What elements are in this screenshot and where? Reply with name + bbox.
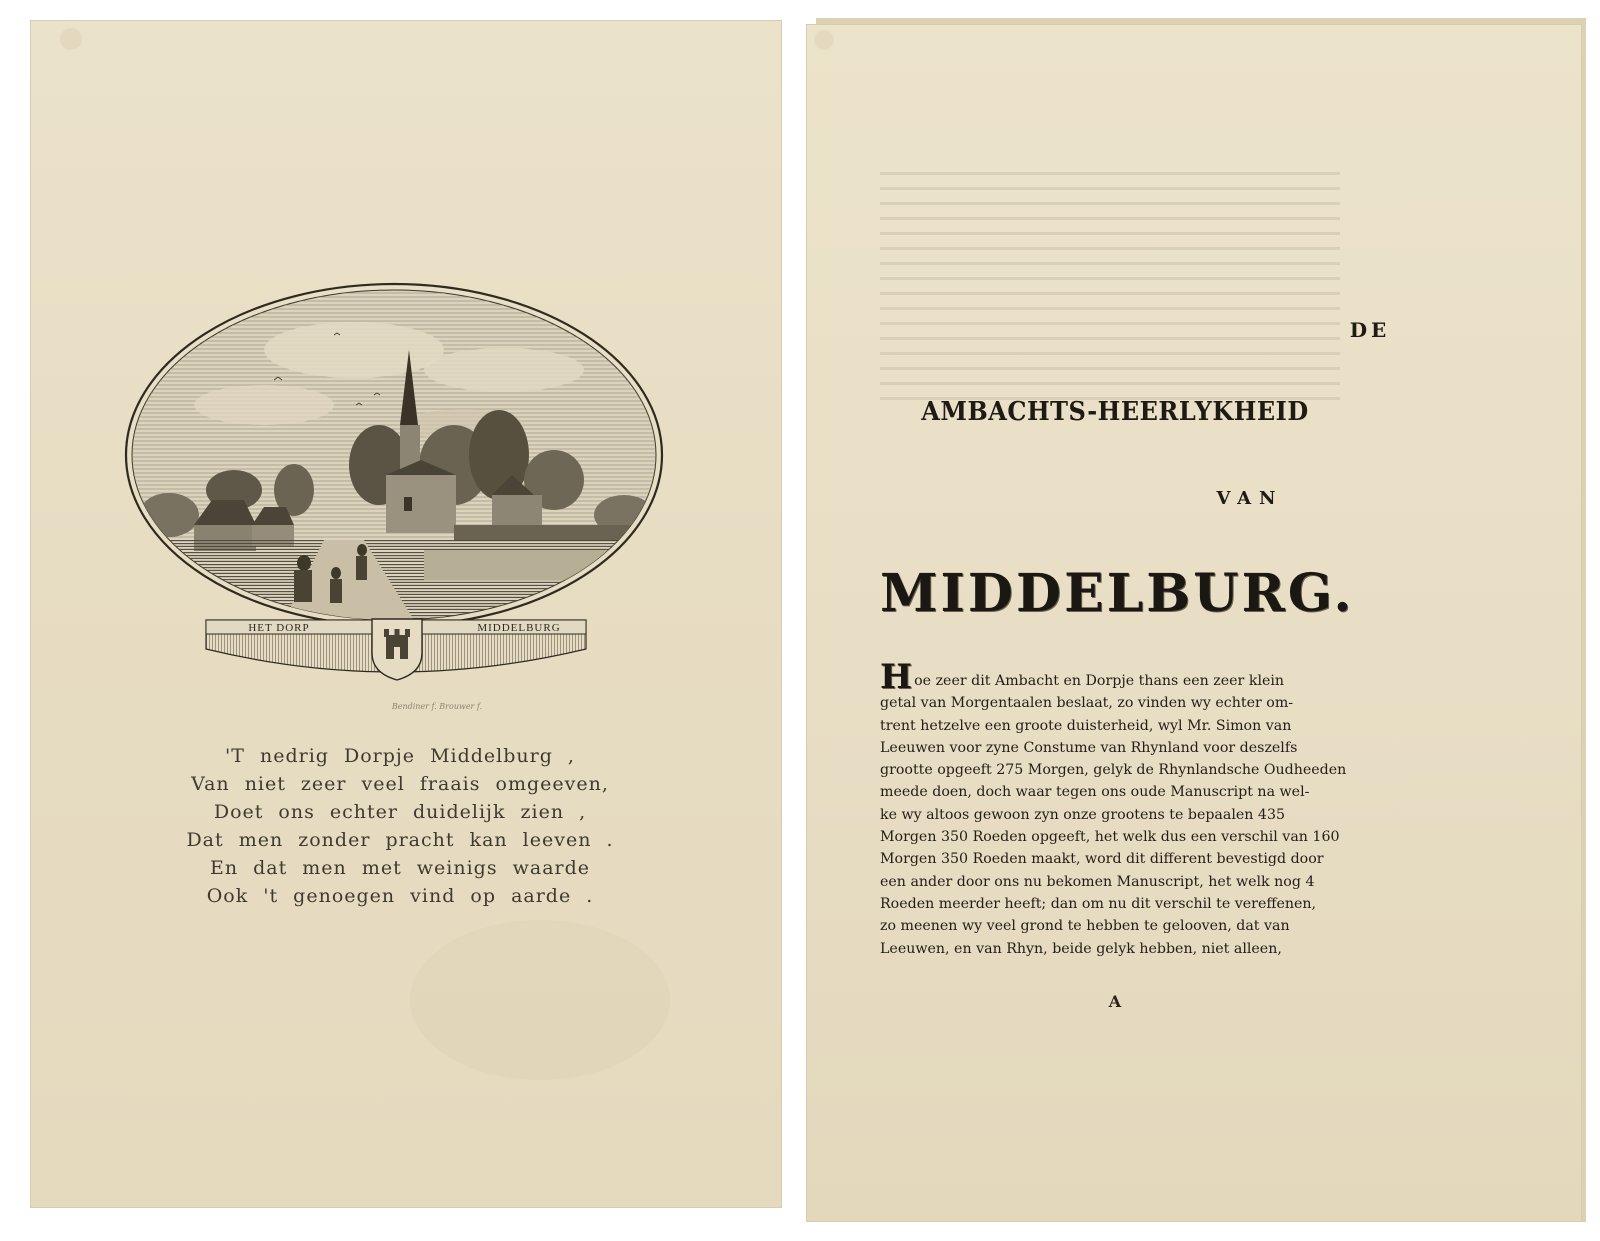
coat-of-arms — [372, 619, 422, 680]
engraver-credit: Bendiner f. Brouwer f. — [391, 702, 483, 711]
body-line: zo meenen wy veel grond te hebben te gelooven, dat van — [880, 918, 1290, 935]
engraving-caption-left: HET DORP — [248, 622, 310, 634]
body-line: een ander door ons nu bekomen Manuscript, het welk nog 4 — [880, 873, 1315, 890]
verse-line: Van niet zeer veel fraais omgeeven, — [191, 773, 609, 795]
body-line: Morgen 350 Roeden maakt, word dit different bevestigd door — [880, 851, 1324, 868]
title-ambachts-heerlykheid: AMBACHTS-HEERLYKHEID — [921, 394, 1309, 427]
body-line: Leeuwen voor zyne Constume van Rhynland voor deszelfs — [880, 739, 1298, 756]
paper-stain — [814, 30, 834, 50]
verse-line: Doet ons echter duidelijk zien , — [213, 801, 587, 823]
drop-cap: H — [880, 657, 913, 697]
body-line: trent hetzelve een groote duisterheid, wyl Mr. Simon van — [880, 717, 1292, 734]
verse-line: Dat men zonder pracht kan leeven . — [186, 829, 614, 851]
body-line: oe zeer dit Ambacht en Dorpje thans een zeer klein — [914, 673, 1285, 689]
body-line: ke wy altoos gewoon zyn onze grootens te bepaalen 435 — [880, 806, 1286, 823]
title-van: VAN — [1216, 488, 1284, 509]
engraving-caption-right: MIDDELBURG — [477, 622, 561, 634]
body-line: Morgen 350 Roeden opgeeft, het welk dus een verschil van 160 — [880, 829, 1340, 846]
title-de: DE — [1349, 318, 1391, 342]
verse-line: 'T nedrig Dorpje Middelburg , — [225, 745, 575, 767]
signature-mark: A — [1108, 992, 1122, 1011]
paper-stain — [60, 28, 82, 50]
body-line: Roeden meerder heeft; dan om nu dit verschil te vereffenen, — [880, 895, 1317, 912]
verse-line: Ook 't genoegen vind op aarde . — [206, 885, 594, 907]
body-line: grootte opgeeft 275 Morgen, gelyk de Rhynlandsche Oudheeden — [880, 762, 1347, 779]
paper-stain — [410, 920, 670, 1080]
verse — [150, 742, 650, 910]
title-middelburg: MIDDELBURG. — [880, 563, 1355, 624]
body-line: Leeuwen, en van Rhyn, beide gelyk hebben, niet alleen, — [880, 940, 1282, 957]
body-line: getal van Morgentaalen beslaat, zo vinden wy echter om- — [880, 695, 1294, 712]
verse-line: En dat men met weinigs waarde — [209, 857, 591, 879]
body-text — [880, 657, 1347, 960]
engraving-illustration — [124, 275, 684, 700]
body-line: meede doen, doch waar tegen ons oude Manuscript na wel- — [880, 784, 1310, 801]
